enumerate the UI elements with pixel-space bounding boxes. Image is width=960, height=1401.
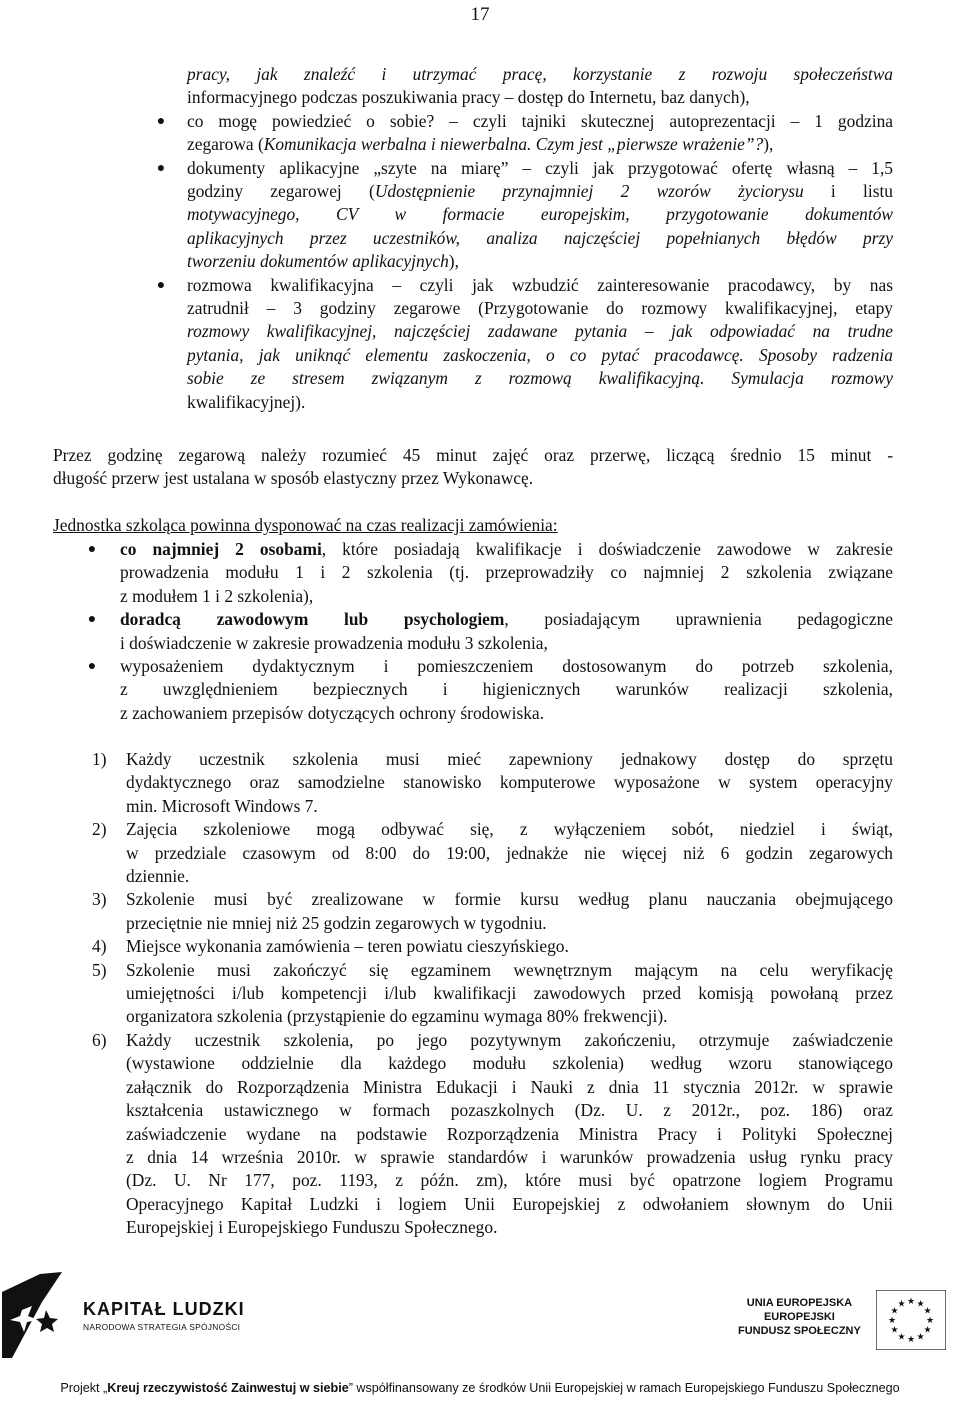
eu-star-icon: ★ (916, 1331, 925, 1342)
bullet-icon: ● (156, 277, 166, 293)
top-bullet-list (156, 63, 893, 414)
eu-star-icon: ★ (923, 1305, 932, 1316)
list-item-line (120, 608, 893, 631)
eu-star-icon: ★ (887, 1315, 897, 1325)
list-item-line: aplikacyjnych przez uczestników, analiza najczęściej popełnianych błędów przy (187, 227, 893, 248)
bullet-icon: ● (156, 113, 166, 129)
list-item-line: z uwzględnieniem bezpiecznych i higienicznych warunków realizacji szkolenia, (120, 679, 893, 700)
list-item-line (187, 180, 893, 203)
list-item-text: zegarowa ( (187, 134, 264, 155)
eu-star-icon: ★ (906, 1334, 916, 1344)
paragraph-line: długość przerw jest ustalana w sposób elastyczny przez Wykonawcę. (53, 468, 534, 489)
item-number: 2) (92, 819, 107, 840)
list-item (156, 274, 893, 414)
numbered-item-line: załącznik do Rozporządzenia Ministra Edukacji i Nauki z dnia 11 stycznia 2012r. w sprawie (126, 1076, 893, 1097)
eu-star-icon: ★ (890, 1305, 899, 1316)
page-number: 17 (470, 4, 490, 25)
list-item-bold: co najmniej 2 osobami (120, 539, 322, 559)
list-item-line: wyposażeniem dydaktycznym i pomieszczeniem dostosowanym do potrzeb szkolenia, (120, 656, 893, 677)
numbered-list (92, 748, 893, 1240)
numbered-item-line: z dnia 14 września 2010r. w sprawie standardów i warunków prowadzenia usług rynku pracy (126, 1146, 893, 1167)
numbered-item-line: umiejętności i/lub kompetencji i/lub kwalifikacji zawodowych przed komisją powołaną przez (126, 983, 893, 1004)
list-item-line: prowadzenia modułu 1 i 2 szkolenia (tj. przeprowadziły co najmniej 2 szkolenia związane (120, 562, 893, 583)
numbered-item-line: Każdy uczestnik szkolenia musi mieć zapewniony jednakowy dostęp do sprzętu (126, 749, 893, 769)
list-item (156, 157, 893, 274)
numbered-item-line: min. Microsoft Windows 7. (126, 795, 318, 816)
unit-heading: Jednostka szkoląca powinna dysponować na czas realizacji zamówienia: (53, 515, 558, 535)
list-item (187, 63, 893, 110)
list-item-italic: Komunikacja werbalna i niewerbalna. Czym jest „pierwsze wrażenie”? (263, 134, 764, 155)
numbered-item-line: Szkolenie musi zakończyć się egzaminem wewnętrznym mającym na celu weryfikację (126, 959, 893, 980)
list-item (87, 655, 893, 725)
list-item-line: co mogę powiedzieć o sobie? – czyli tajniki skutecznej autoprezentacji – 1 godzina (187, 110, 893, 131)
list-item-text: informacyjnego podczas poszukiwania pracy – dostęp do Internetu, baz danych), (187, 87, 750, 108)
kapital-ludzki-title: KAPITAŁ LUDZKI (83, 1299, 245, 1319)
list-item-line (120, 538, 893, 561)
list-item-line: i doświadczenie w zakresie prowadzenia modułu 3 szkolenia, (120, 632, 548, 653)
numbered-item-line: dziennie. (126, 866, 190, 887)
bullet-icon: ● (156, 160, 166, 176)
list-item-line: rozmowa kwalifikacyjna – czyli jak wzbudzić zainteresowanie pracodawcy, by nas (187, 274, 893, 295)
list-item-line: pracy, jak znaleźć i utrzymać pracę, korzystanie z rozwoju społeczeństwa (187, 64, 893, 84)
list-item-italic: tworzeniu dokumentów aplikacyjnych (187, 251, 449, 272)
numbered-item-line: Zajęcia szkoleniowe mogą odbywać się, z wyłączeniem sobót, niedziel i świąt, (126, 819, 893, 840)
bullet-icon: ● (87, 659, 97, 675)
kapital-ludzki-logo-icon (2, 1272, 82, 1358)
list-item-text: , które posiadają kwalifikacje i doświadczenie zawodowe w zakresie (321, 539, 893, 559)
numbered-item-line: Miejsce wykonania zamówienia – teren powiatu cieszyńskiego. (126, 936, 569, 957)
list-item-text: godziny zegarowej ( (187, 181, 375, 202)
list-item-line: z zachowaniem przepisów dotyczących ochrony środowiska. (120, 702, 544, 723)
ue-line: FUNDUSZ SPOŁECZNY (738, 1325, 861, 1337)
list-item-text: i listu (803, 181, 893, 202)
item-number: 1) (92, 749, 107, 769)
numbered-item-line: Każdy uczestnik szkolenia, po jego pozytywnym zakończeniu, otrzymuje zaświadczenie (126, 1029, 893, 1050)
numbered-item-line: (wystawione oddzielnie dla każdego modułu szkolenia) według wzoru stanowiącego (126, 1053, 893, 1074)
numbered-item (92, 1029, 893, 1240)
list-item-line: zatrudnił – 3 godziny zegarowe (Przygotowanie do rozmowy kwalifikacyjnej, etapy (187, 298, 893, 319)
numbered-item-line: Europejskiej i Europejskiego Funduszu Społecznego. (126, 1217, 498, 1238)
list-item-line: rozmowy kwalifikacyjnej, najczęściej zadawane pytania – jak odpowiadać na trudne (187, 321, 893, 342)
eu-star-icon: ★ (897, 1331, 906, 1342)
numbered-item-line: zaświadczenie wydane na podstawie Rozporządzenia Ministra Pracy i Polityki Społecznej (126, 1123, 893, 1144)
eu-star-icon: ★ (923, 1324, 932, 1335)
numbered-item-line: przeciętnie nie mniej niż 25 godzin zegarowych w tygodniu. (126, 912, 547, 933)
numbered-item-line: Szkolenie musi być zrealizowane w formie kursu według planu nauczania obejmującego (126, 889, 893, 910)
eu-star-icon: ★ (890, 1324, 899, 1335)
list-item (87, 608, 893, 655)
eu-star-icon: ★ (906, 1296, 916, 1306)
bullet-icon: ● (87, 612, 97, 628)
hours-paragraph (53, 444, 893, 491)
item-number: 6) (92, 1029, 107, 1050)
footer-text (0, 1381, 960, 1395)
numbered-item-line: organizatora szkolenia (przystąpienie do egzaminu wymaga 80% frekwencji). (126, 1006, 668, 1027)
list-item-line (187, 86, 893, 109)
ue-line: EUROPEJSKI (763, 1311, 835, 1323)
numbered-item-line: kształcenia ustawicznego w formach pozaszkolnych (Dz. U. z 2012r., poz. 186) oraz (126, 1100, 893, 1121)
footer-project-name: Kreuj rzeczywistość Zainwestuj w siebie (107, 1381, 349, 1395)
kapital-ludzki-subtitle: NARODOWA STRATEGIA SPÓJNOŚCI (83, 1322, 241, 1332)
footer-part: Projekt „ (60, 1381, 108, 1395)
ue-line: UNIA EUROPEJSKA (746, 1297, 853, 1309)
unit-bullet-list (87, 538, 893, 725)
numbered-item-line: (Dz. U. Nr 177, poz. 1193, z późn. zm), które musi być opatrzone logiem Programu (126, 1170, 893, 1191)
list-item-text: , posiadającym uprawnienia pedagogiczne (504, 609, 893, 630)
numbered-item (92, 818, 893, 888)
numbered-item-line: dydaktycznego oraz samodzielne stanowisko komputerowe wyposażone w system operacyjny (126, 772, 893, 793)
list-item-line: motywacyjnego, CV w formacie europejskim, przygotowanie dokumentów (187, 204, 893, 225)
numbered-item (92, 935, 893, 958)
item-number: 3) (92, 889, 107, 910)
kapital-ludzki-text (83, 1299, 245, 1332)
list-item-text: ), (448, 251, 459, 272)
paragraph-line: Przez godzinę zegarową należy rozumieć 45 minut zajęć oraz przerwę, liczącą średnio 15 minut - (53, 445, 893, 465)
item-number: 4) (92, 936, 107, 957)
list-item-bold: doradcą zawodowym lub psychologiem (120, 609, 505, 630)
numbered-item-line: w przedziale czasowym od 8:00 do 19:00, jednakże nie więcej niż 6 godzin zegarowych (126, 842, 893, 863)
bullet-icon: ● (87, 542, 97, 557)
numbered-item-line: Operacyjnego Kapitał Ludzki i logiem Unii Europejskiej z odwołaniem słownym do Unii (126, 1193, 893, 1214)
list-item-line: sobie ze stresem związanym z rozmową kwalifikacyjną. Symulacja rozmowy (187, 368, 893, 389)
footer-part: ” współfinansowany ze środków Unii Europejskiej w ramach Europejskiego Funduszu Społecznego (348, 1381, 900, 1395)
eu-star-icon: ★ (916, 1298, 925, 1309)
list-item (156, 110, 893, 157)
footer-logos (0, 1272, 960, 1362)
list-item-italic: Udostępnienie przynajmniej 2 wzorów życiorysu (374, 181, 804, 202)
numbered-item (92, 888, 893, 935)
list-item-line: kwalifikacyjnej). (187, 391, 306, 412)
eu-star-icon: ★ (897, 1298, 906, 1309)
list-item-line: dokumenty aplikacyjne „szyte na miarę” – czyli jak przygotować ofertę własną – 1,5 (187, 157, 893, 178)
numbered-item (92, 959, 893, 1029)
eu-flag-icon (876, 1290, 946, 1350)
list-item-line: pytania, jak uniknąć elementu zaskoczenia, o co pytać pracodawcę. Sposoby radzenia (187, 344, 893, 365)
list-item-line: z modułem 1 i 2 szkolenia), (120, 585, 314, 606)
list-item-text: ), (763, 134, 774, 155)
list-item (87, 538, 893, 608)
list-item-line (187, 250, 893, 273)
list-item-line (187, 133, 893, 156)
numbered-item (92, 748, 893, 818)
eu-star-icon: ★ (925, 1315, 935, 1325)
item-number: 5) (92, 959, 107, 980)
ue-text (738, 1296, 861, 1338)
